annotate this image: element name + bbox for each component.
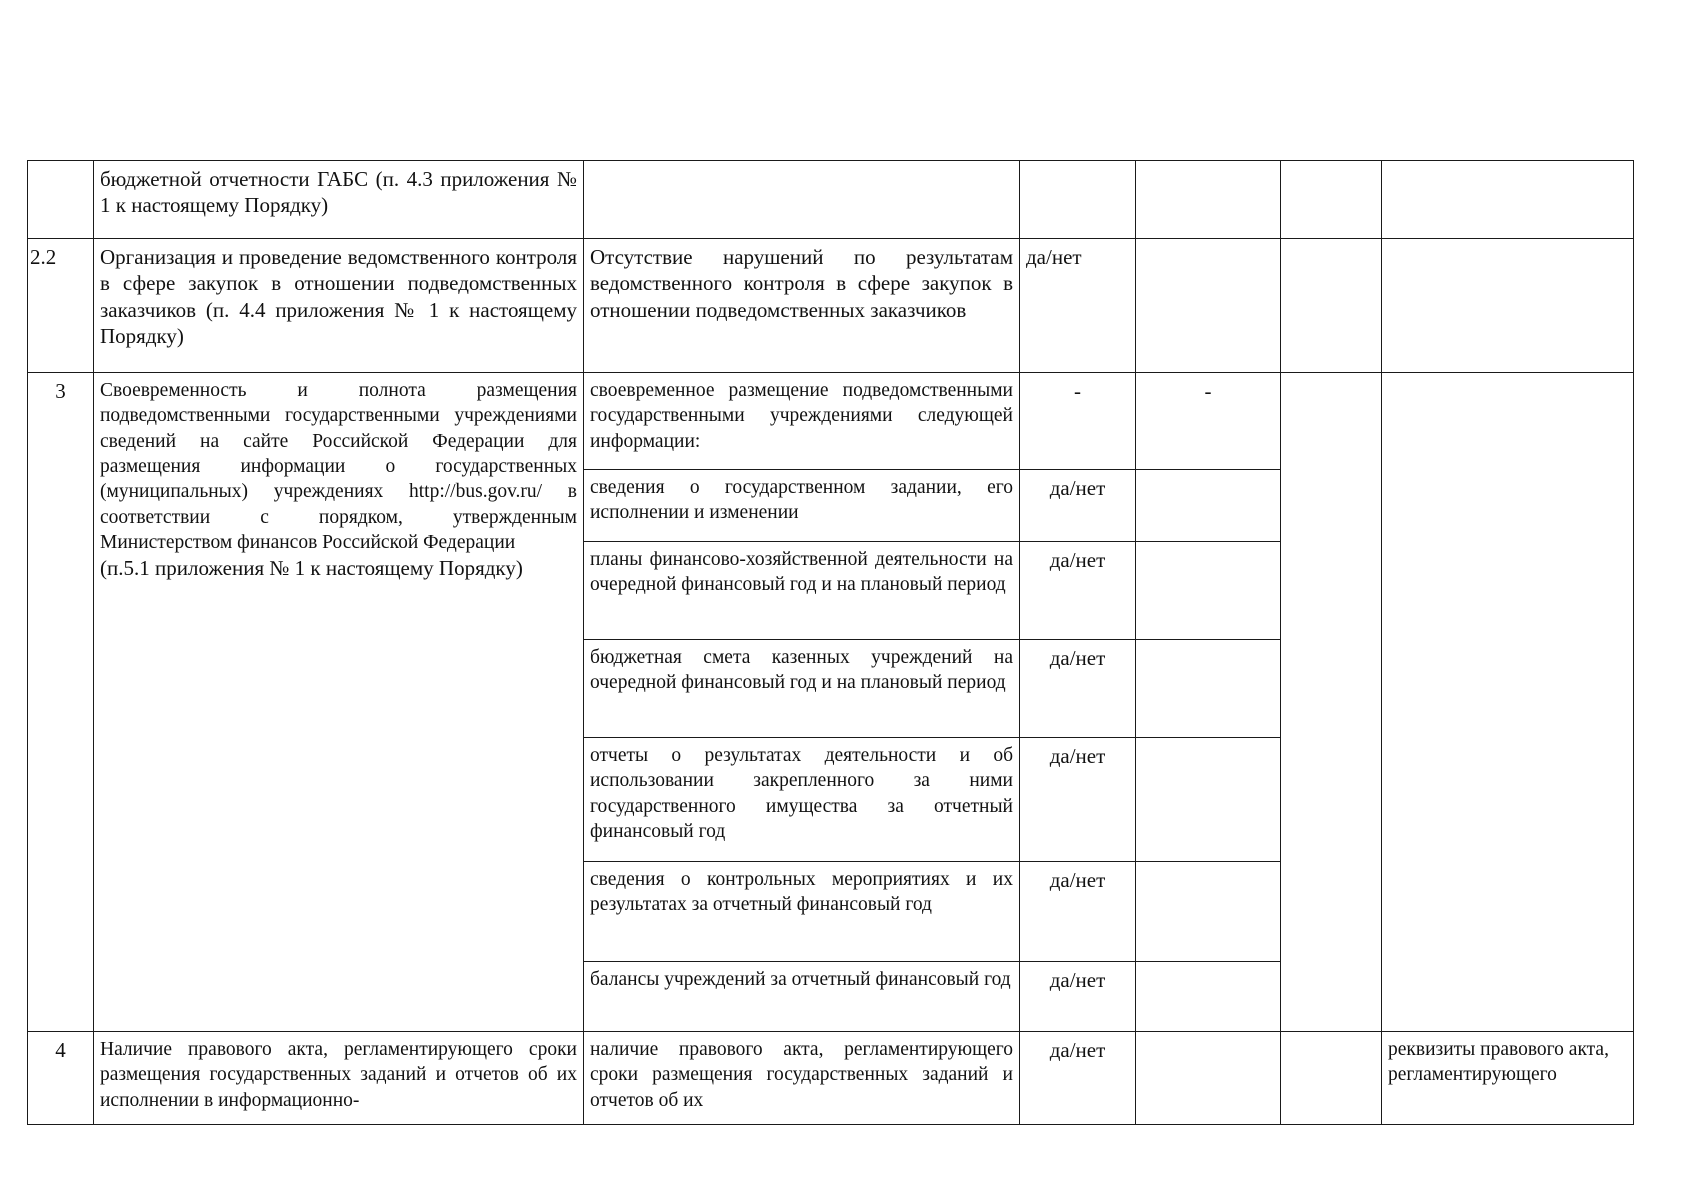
empty-cell	[1382, 161, 1634, 239]
table-row-3	[28, 373, 1634, 470]
empty-cell	[1136, 470, 1281, 542]
criterion-cell: Отсутствие нарушений по результатам ведомственного контроля в сфере закупок в отношении подведомственных заказчиков	[584, 239, 1020, 373]
value-cell: да/нет	[1020, 862, 1136, 962]
criterion-cell: отчеты о результатах деятельности и об использовании закрепленного за ними государственного имущества за отчетный финансовый год	[584, 738, 1020, 862]
empty-cell	[1136, 962, 1281, 1032]
empty-cell	[1382, 373, 1634, 1032]
empty-cell	[1136, 161, 1281, 239]
criterion-cell: сведения о государственном задании, его исполнении и изменении	[584, 470, 1020, 542]
row-description-ref: (п.5.1 приложения № 1 к настоящему Порядку)	[100, 556, 523, 581]
row-description-text: Своевременность и полнота размещения подведомственными государственными учреждениями сведений на сайте Российской Федерации для размещения информации о государственных (муниципальных) учреждениях http://bus.gov.ru/ в соответствии с порядком, утвержденным Министерством финансов Российской Федерации	[100, 380, 577, 554]
empty-cell	[1136, 542, 1281, 640]
value-cell: да/нет	[1020, 962, 1136, 1032]
value-cell: да/нет	[1020, 542, 1136, 640]
table-row-continuation	[28, 161, 1634, 239]
criterion-cell: балансы учреждений за отчетный финансовый год	[584, 962, 1020, 1032]
value-cell: да/нет	[1020, 640, 1136, 738]
empty-cell	[1136, 640, 1281, 738]
row-number: 3	[28, 373, 94, 1032]
empty-cell	[1136, 862, 1281, 962]
criterion-cell: планы финансово-хозяйственной деятельности на очередной финансовый год и на плановый период	[584, 542, 1020, 640]
criterion-cell	[584, 161, 1020, 239]
table-row-4	[28, 1032, 1634, 1125]
value-cell: да/нет	[1020, 470, 1136, 542]
value-cell	[1020, 161, 1136, 239]
value-cell: да/нет	[1020, 738, 1136, 862]
row-number: 2.2	[28, 239, 94, 373]
empty-cell	[1136, 738, 1281, 862]
value-cell: да/нет	[1020, 1032, 1136, 1125]
empty-cell	[1281, 1032, 1382, 1125]
criterion-cell: сведения о контрольных мероприятиях и их результатах за отчетный финансовый год	[584, 862, 1020, 962]
row-number: 4	[28, 1032, 94, 1125]
row-description	[94, 373, 584, 1032]
row-description: бюджетной отчетности ГАБС (п. 4.3 приложения № 1 к настоящему Порядку)	[94, 161, 584, 239]
empty-cell	[1281, 373, 1382, 1032]
empty-cell	[1136, 239, 1281, 373]
criteria-table	[27, 160, 1634, 1125]
row-description: Наличие правового акта, регламентирующего сроки размещения государственных заданий и отчетов об их исполнении в информационно-	[94, 1032, 584, 1125]
criterion-cell: наличие правового акта, регламентирующего сроки размещения государственных заданий и отчетов об их	[584, 1032, 1020, 1125]
table-row-2-2	[28, 239, 1634, 373]
criterion-cell: бюджетная смета казенных учреждений на очередной финансовый год и на плановый период	[584, 640, 1020, 738]
empty-cell	[1281, 239, 1382, 373]
value-cell: -	[1020, 373, 1136, 470]
col5-cell: -	[1136, 373, 1281, 470]
value-cell: да/нет	[1020, 239, 1136, 373]
row-number	[28, 161, 94, 239]
note-cell: реквизиты правового акта, регламентирующего	[1382, 1032, 1634, 1125]
row-description: Организация и проведение ведомственного контроля в сфере закупок в отношении подведомственных заказчиков (п. 4.4 приложения № 1 к настоящему Порядку)	[94, 239, 584, 373]
empty-cell	[1281, 161, 1382, 239]
criterion-cell: своевременное размещение подведомственными государственными учреждениями следующей информации:	[584, 373, 1020, 470]
empty-cell	[1382, 239, 1634, 373]
empty-cell	[1136, 1032, 1281, 1125]
